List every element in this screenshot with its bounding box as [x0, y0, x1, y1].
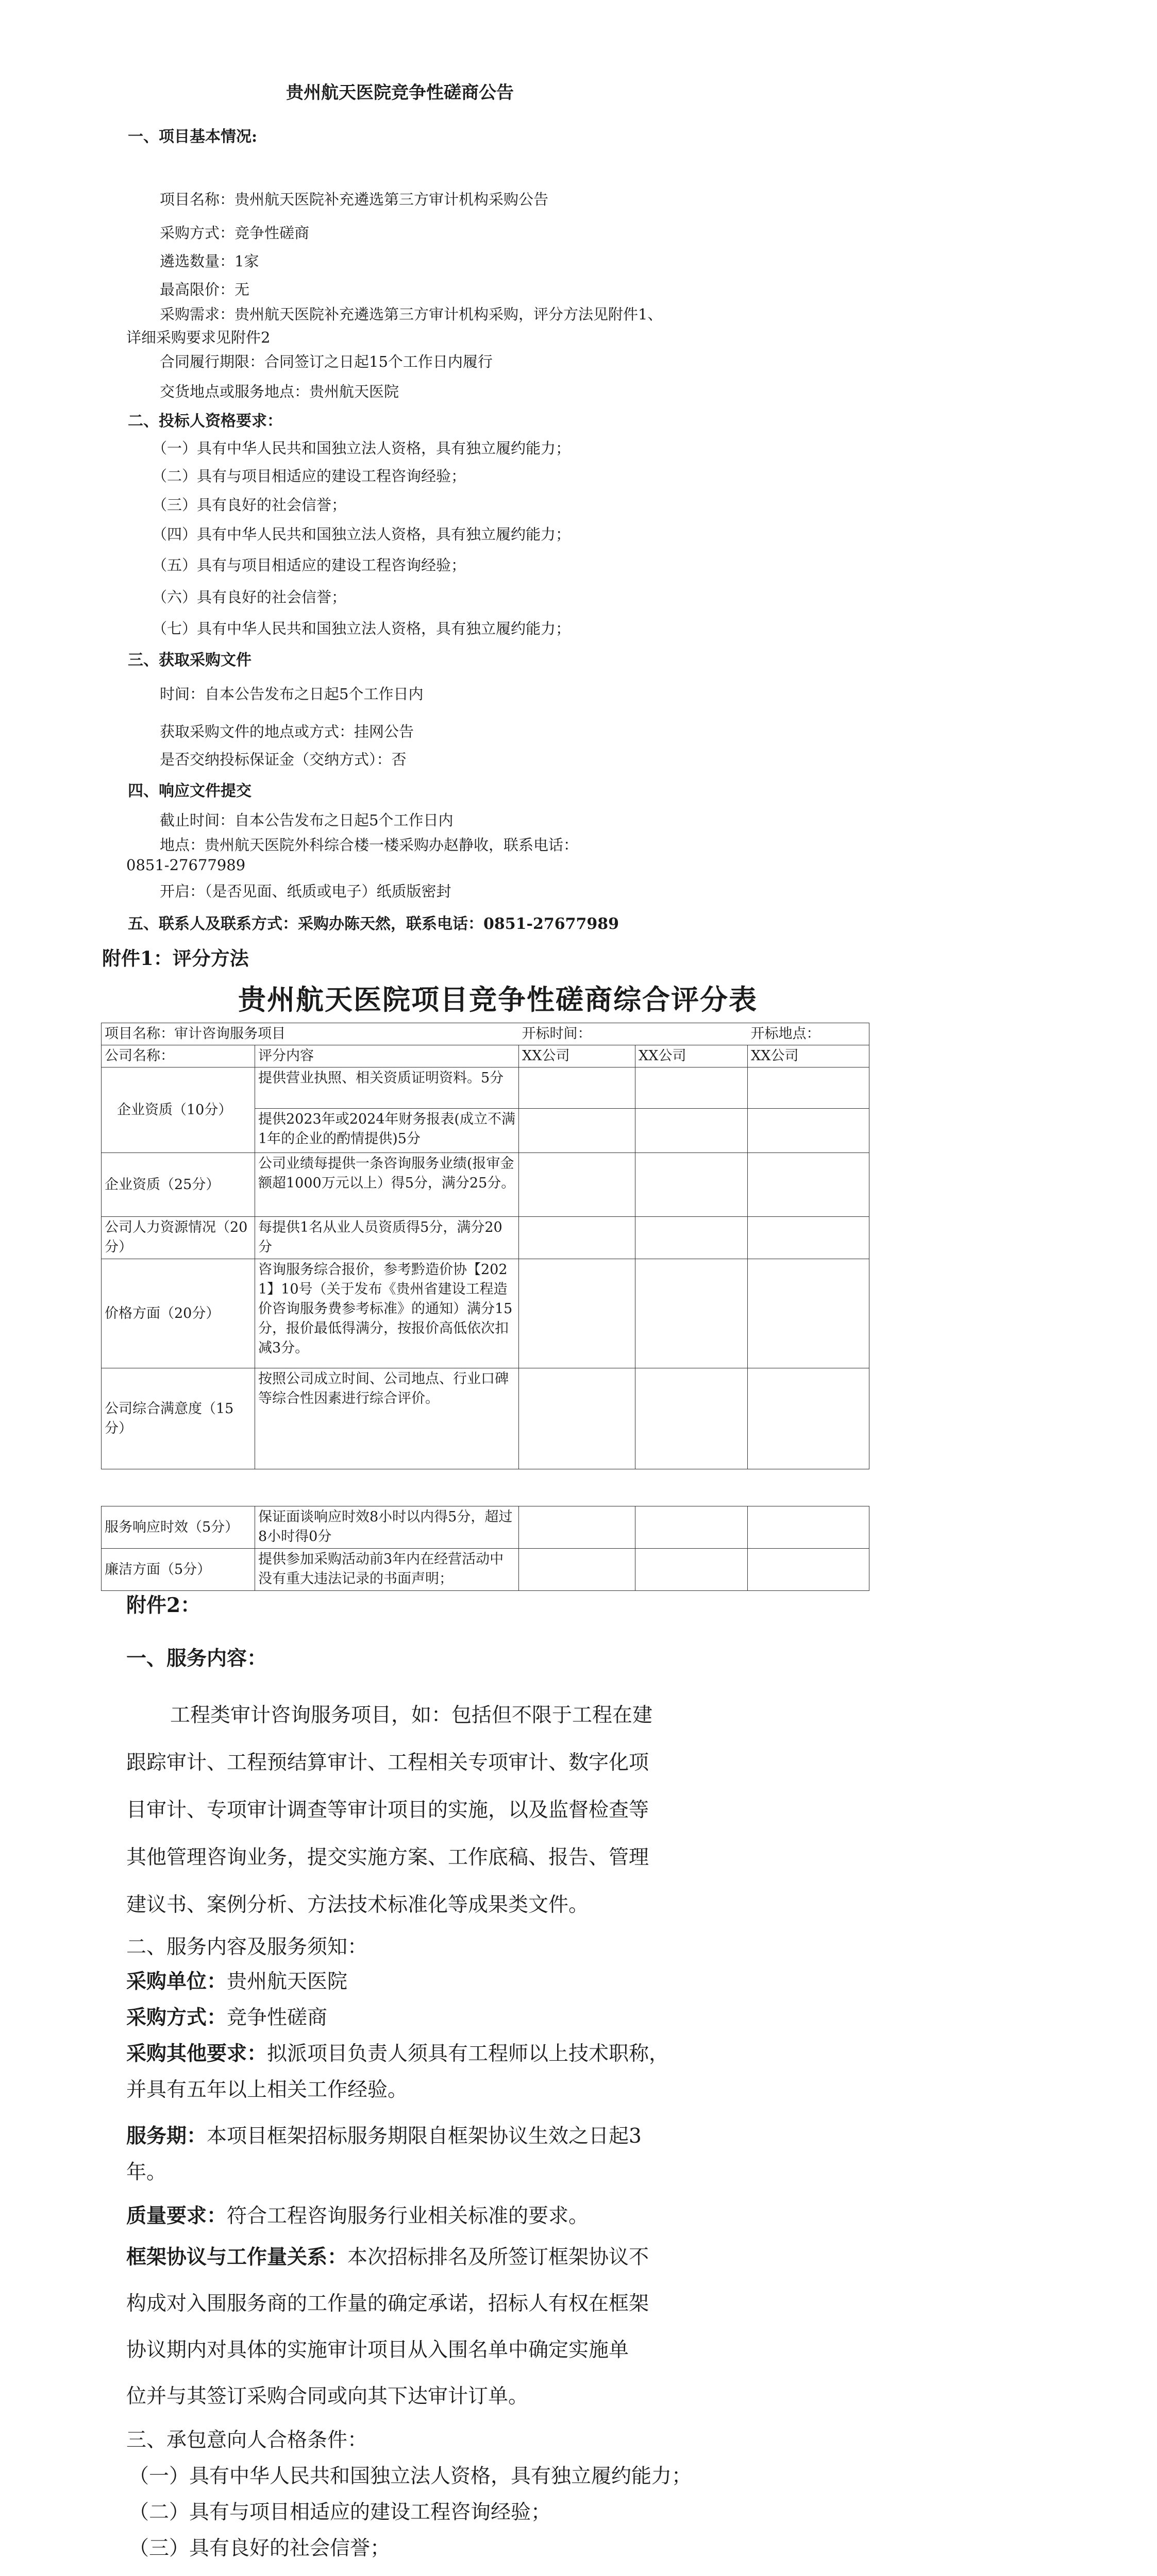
select-quantity: 遴选数量：1家: [160, 252, 259, 270]
qualification-item: （四）具有中华人民共和国独立法人资格，具有独立履约能力；: [152, 526, 571, 543]
service-period: [126, 2120, 642, 2149]
notice-section1-heading: 一、项目基本情况:: [128, 128, 258, 146]
table-gap-row: [102, 1469, 869, 1506]
purchase-method-value: 竞争性磋商: [227, 2006, 328, 2029]
project-name: 项目名称：贵州航天医院补充遴选第三方审计机构采购公告: [160, 191, 549, 208]
notice-title: 贵州航天医院竞争性磋商公告: [286, 82, 514, 103]
attachment2-heading: 附件2：: [126, 1594, 201, 1617]
purchase-unit-label: 采购单位：: [126, 1970, 227, 1993]
row-label: 服务响应时效（5分）: [102, 1506, 255, 1549]
requirement-line2: 详细采购要求见附件2: [126, 329, 271, 346]
condition-item: （二）具有与项目相适应的建设工程咨询经验；: [129, 2501, 551, 2524]
notice-section3-heading: 三、获取采购文件: [128, 651, 251, 669]
row-content: 提供参加采购活动前3年内在经营活动中没有重大违法记录的书面声明；: [255, 1549, 519, 1591]
service-period-value: 本项目框架招标服务期限自框架协议生效之日起3: [207, 2125, 642, 2148]
company-column-header: XX公司: [748, 1045, 869, 1067]
other-requirements-line2: 并具有五年以上相关工作经验。: [126, 2078, 408, 2102]
submission-address-line2: 0851-27677989: [126, 856, 246, 874]
qualification-item: （一）具有中华人民共和国独立法人资格，具有独立履约能力；: [152, 439, 571, 457]
row-label: 企业资质（25分）: [102, 1153, 255, 1217]
framework-line: 位并与其签订采购合同或向其下达审计订单。: [126, 2385, 529, 2408]
project-name-cell: 项目名称：审计咨询服务项目: [102, 1023, 519, 1045]
attachment1-heading: 附件1：评分方法: [102, 947, 249, 970]
service-section1-heading: 一、服务内容：: [126, 1647, 267, 1670]
other-requirements-label: 采购其他要求：: [126, 2042, 267, 2065]
bid-bond: 是否交纳投标保证金（交纳方式）：否: [160, 751, 407, 768]
framework-line: 构成对入围服务商的工作量的确定承诺，招标人有权在框架: [126, 2292, 649, 2315]
submission-deadline: 截止时间：自本公告发布之日起5个工作日内: [160, 811, 454, 829]
service-paragraph-line: 建议书、案例分析、方法技术标准化等成果类文件。: [126, 1893, 589, 1917]
service-period-line2: 年。: [126, 2161, 167, 2184]
table-row: [102, 1506, 869, 1549]
row-content: 提供2023年或2024年财务报表(成立不满1年的企业的酌情提供)5分: [255, 1109, 519, 1153]
service-section2-heading: 二、服务内容及服务须知：: [126, 1936, 368, 1959]
table-row: [102, 1067, 869, 1109]
service-paragraph-line: 其他管理咨询业务，提交实施方案、工作底稿、报告、管理: [126, 1846, 649, 1869]
other-requirements-value: 拟派项目负责人须具有工程师以上技术职称，: [267, 2042, 669, 2065]
company-column-header: XX公司: [635, 1045, 748, 1067]
row-label: 公司综合满意度（15分）: [102, 1368, 255, 1469]
notice-section2-heading: 二、投标人资格要求：: [128, 412, 282, 430]
purchase-method-label: 采购方式：: [126, 2006, 227, 2029]
framework-agreement-label: 框架协议与工作量关系：: [126, 2245, 348, 2269]
company-column-header: XX公司: [519, 1045, 635, 1067]
score-table: [101, 1023, 869, 1591]
condition-item: （三）具有良好的社会信誉；: [129, 2537, 391, 2560]
quality-requirement-label: 质量要求：: [126, 2204, 227, 2228]
service-paragraph-line: 工程类审计咨询服务项目，如：包括但不限于工程在建: [170, 1704, 653, 1727]
table-row: [102, 1045, 869, 1067]
row-content: 保证面谈响应时效8小时以内得5分，超过8小时得0分: [255, 1506, 519, 1549]
opening-method: 开启：（是否见面、纸质或电子）纸质版密封: [160, 883, 451, 900]
service-section3-heading: 三、承包意向人合格条件：: [126, 2429, 368, 2452]
notice-section4-heading: 四、响应文件提交: [128, 782, 251, 800]
requirement-line1: 采购需求：贵州航天医院补充遴选第三方审计机构采购，评分方法见附件1、: [160, 306, 663, 323]
table-row: [102, 1153, 869, 1217]
service-paragraph-line: 跟踪审计、工程预结算审计、工程相关专项审计、数字化项: [126, 1751, 649, 1774]
table-row: [102, 1368, 869, 1469]
service-paragraph-line: 目审计、专项审计调查等审计项目的实施，以及监督检查等: [126, 1799, 649, 1822]
table-row: [102, 1217, 869, 1259]
contact-info: 五、联系人及联系方式：采购办陈天然，联系电话：0851-27677989: [128, 915, 619, 933]
row-label: 企业资质（10分）: [102, 1067, 255, 1153]
quality-requirement: [126, 2200, 589, 2229]
max-price: 最高限价：无: [160, 281, 250, 298]
purchase-method: 采购方式：竞争性磋商: [160, 224, 310, 242]
row-label: 廉洁方面（5分）: [102, 1549, 255, 1591]
framework-agreement: [126, 2241, 649, 2270]
purchase-unit-value: 贵州航天医院: [227, 1970, 348, 1993]
table-row: [102, 1259, 869, 1368]
purchase-unit: [126, 1965, 347, 1994]
row-content: 每提供1名从业人员资质得5分，满分20分: [255, 1217, 519, 1259]
row-label: 公司人力资源情况（20分）: [102, 1217, 255, 1259]
row-label: 价格方面（20分）: [102, 1259, 255, 1368]
qualification-item: （五）具有与项目相适应的建设工程咨询经验；: [152, 556, 466, 574]
contract-period: 合同履行期限：合同签订之日起15个工作日内履行: [160, 353, 493, 370]
row-content: 公司业绩每提供一条咨询服务业绩(报审金额超1000万元以上）得5分，满分25分。: [255, 1153, 519, 1217]
company-name-header: 公司名称：: [102, 1045, 255, 1067]
table-row: [102, 1023, 869, 1045]
qualification-item: （三）具有良好的社会信誉；: [152, 496, 347, 514]
row-content: 提供营业执照、相关资质证明资料。5分: [255, 1067, 519, 1109]
obtain-place: 获取采购文件的地点或方式：挂网公告: [160, 723, 414, 740]
other-requirements: [126, 2038, 669, 2066]
table-row: [102, 1549, 869, 1591]
delivery-place: 交货地点或服务地点：贵州航天医院: [160, 383, 399, 400]
framework-line: 协议期内对具体的实施审计项目从入围名单中确定实施单: [126, 2338, 629, 2362]
open-place-cell: 开标地点：: [748, 1023, 869, 1045]
score-table-title: 贵州航天医院项目竞争性磋商综合评分表: [238, 983, 758, 1016]
score-content-header: 评分内容: [255, 1045, 519, 1067]
purchase-method-2: [126, 2002, 327, 2030]
row-content: 咨询服务综合报价，参考黔造价协【2021】10号（关于发布《贵州省建设工程造价咨询服务费参考标准》的通知）满分15分，报价最低得满分，按报价高低依次扣减3分。: [255, 1259, 519, 1368]
qualification-item: （六）具有良好的社会信誉；: [152, 588, 347, 606]
qualification-item: （二）具有与项目相适应的建设工程咨询经验；: [152, 467, 466, 485]
obtain-time: 时间：自本公告发布之日起5个工作日内: [160, 685, 424, 703]
qualification-item: （七）具有中华人民共和国独立法人资格，具有独立履约能力；: [152, 620, 571, 637]
submission-address-line1: 地点：贵州航天医院外科综合楼一楼采购办赵静收，联系电话：: [160, 836, 579, 854]
quality-requirement-value: 符合工程咨询服务行业相关标准的要求。: [227, 2205, 589, 2228]
framework-agreement-value: 本次招标排名及所签订框架协议不: [347, 2246, 649, 2269]
condition-item: （一）具有中华人民共和国独立法人资格，具有独立履约能力；: [129, 2465, 692, 2488]
open-time-cell: 开标时间：: [519, 1023, 748, 1045]
service-period-label: 服务期：: [126, 2124, 207, 2148]
row-content: 按照公司成立时间、公司地点、行业口碑等综合性因素进行综合评价。: [255, 1368, 519, 1469]
